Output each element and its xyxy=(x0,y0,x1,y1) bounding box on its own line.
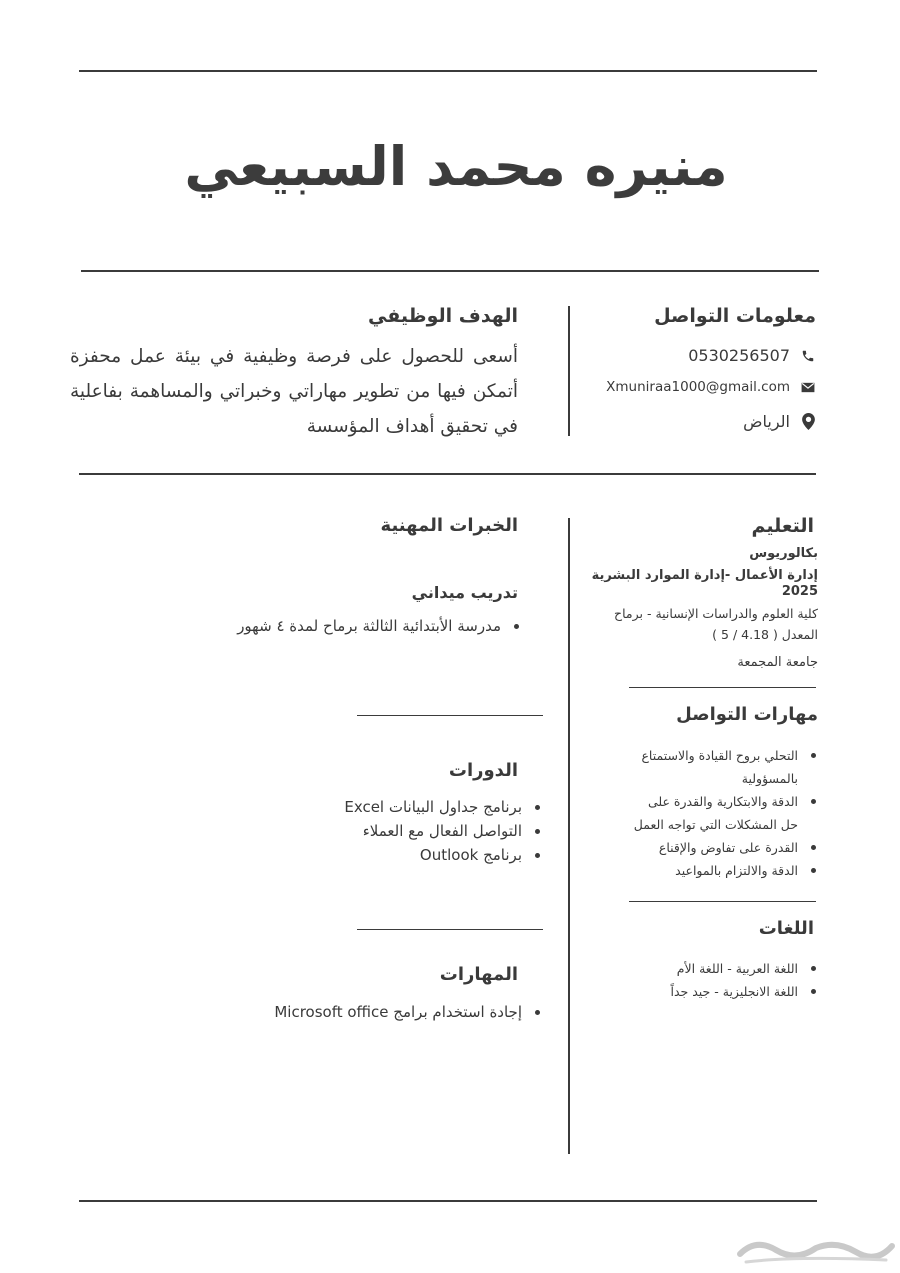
courses-list xyxy=(324,795,544,867)
list-item: إجادة استخدام برامج Microsoft office xyxy=(244,1000,544,1024)
envelope-icon xyxy=(800,379,816,395)
experience-heading: الخبرات المهنية xyxy=(380,515,518,536)
languages-list xyxy=(630,957,820,1003)
phone-row xyxy=(688,346,816,365)
courses-separator xyxy=(357,929,543,930)
list-item: الدقة والالتزام بالمواعيد xyxy=(630,859,820,882)
top-rule xyxy=(79,70,817,72)
objective-heading: الهدف الوظيفي xyxy=(368,305,518,327)
list-item: الدقة والابتكارية والقدرة على حل المشكلات التي تواجه العمل xyxy=(630,790,820,836)
list-item: مدرسة الأبتدائية الثالثة برماح لمدة ٤ شهور xyxy=(223,614,523,638)
objective-text: أسعى للحصول على فرصة وظيفية في بيئة عمل محفزة أتمكن فيها من تطوير مهاراتي وخبراتي والمساهمة بفاعلية في تحقيق أهداف المؤسسة xyxy=(70,346,518,437)
page-title: منيره محمد السبيعي xyxy=(184,135,728,198)
email-row xyxy=(606,379,816,395)
contact-divider xyxy=(568,306,570,436)
list-item: اللغة العربية - اللغة الأم xyxy=(630,957,820,980)
education-university: جامعة المجمعة xyxy=(737,655,818,670)
communication-skills-list xyxy=(630,744,820,882)
location-text: الرياض xyxy=(743,412,790,431)
experience-subheading: تدريب ميداني xyxy=(411,583,518,602)
contact-heading: معلومات التواصل xyxy=(654,305,816,327)
education-year: 2025 xyxy=(781,584,818,599)
education-college: كلية العلوم والدراسات الإنسانية - برماح xyxy=(614,606,818,621)
column-divider xyxy=(568,518,570,1154)
list-item: التواصل الفعال مع العملاء xyxy=(324,819,544,843)
edu-separator xyxy=(629,687,816,688)
education-degree: بكالوريوس xyxy=(749,546,818,561)
courses-heading: الدورات xyxy=(448,760,518,781)
education-major: إدارة الأعمال -إدارة الموارد البشرية xyxy=(591,568,818,583)
location-row xyxy=(743,412,816,431)
comm-separator xyxy=(629,901,816,902)
watermark-logo xyxy=(736,1228,896,1268)
exp-separator xyxy=(357,715,543,716)
phone-icon xyxy=(800,348,816,364)
communication-skills-heading: مهارات التواصل xyxy=(676,704,818,725)
languages-heading: اللغات xyxy=(758,918,814,939)
header-rule xyxy=(81,270,819,272)
section-rule xyxy=(79,473,816,475)
skills-list xyxy=(244,1000,544,1024)
list-item: برنامج Outlook xyxy=(324,843,544,867)
experience-list xyxy=(223,614,523,638)
skills-heading: المهارات xyxy=(439,964,518,985)
list-item: اللغة الانجليزية - جيد جداً xyxy=(630,980,820,1003)
education-gpa: المعدل ( 4.18 / 5 ) xyxy=(712,627,818,642)
location-pin-icon xyxy=(800,414,816,430)
email-address[interactable]: Xmuniraa1000@gmail.com xyxy=(606,379,790,395)
list-item: التحلي بروح القيادة والاستمتاع بالمسؤولية xyxy=(630,744,820,790)
list-item: القدرة على تفاوض والإقناع xyxy=(630,836,820,859)
education-heading: التعليم xyxy=(751,515,814,537)
phone-number[interactable]: 0530256507 xyxy=(688,346,790,365)
list-item: برنامج جداول البيانات Excel xyxy=(324,795,544,819)
bottom-rule xyxy=(79,1200,817,1202)
